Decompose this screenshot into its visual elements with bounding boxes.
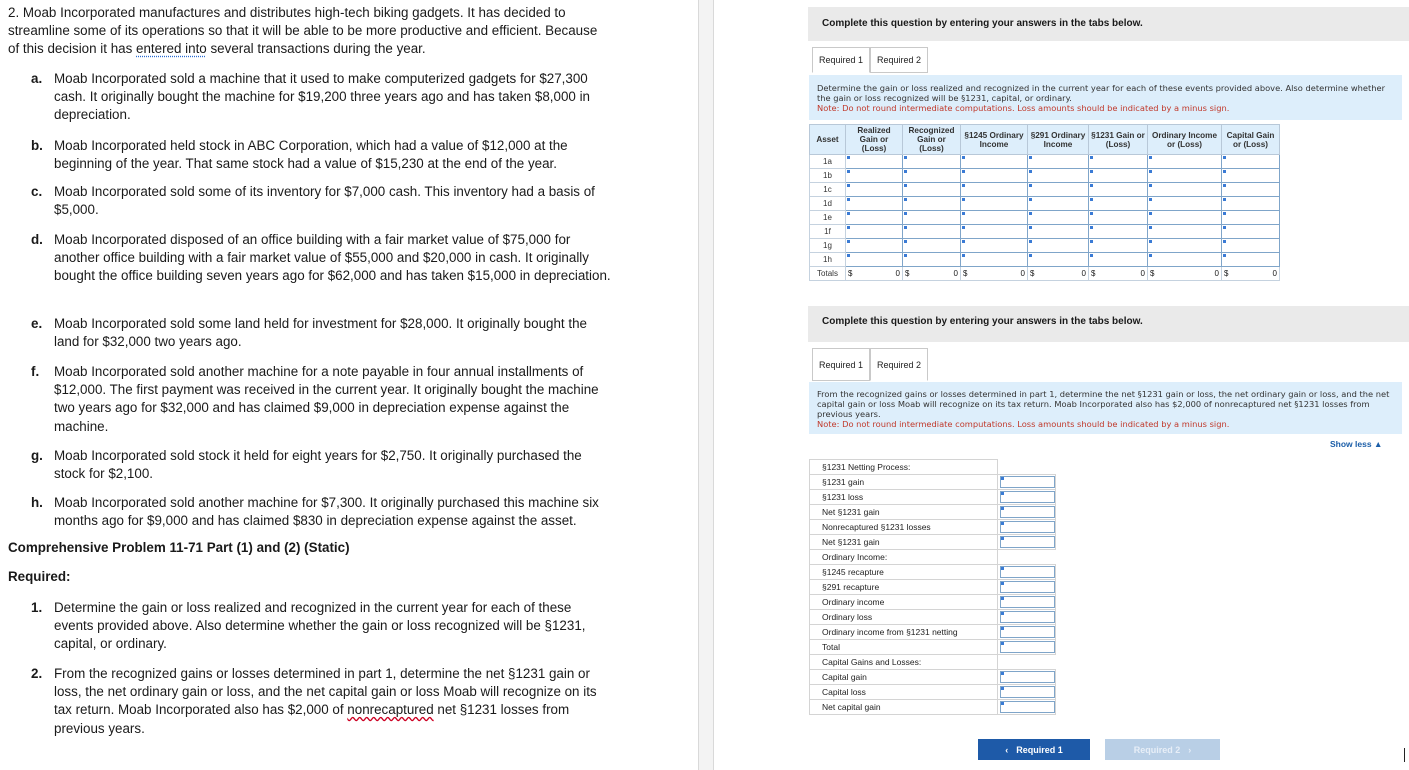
- item-letter: 1.: [31, 600, 43, 615]
- item-letter: d.: [31, 232, 43, 247]
- row-label: 1f: [810, 225, 846, 239]
- part2-instructions: [809, 382, 1402, 434]
- text-cursor: [1404, 748, 1405, 762]
- row-label: 1b: [810, 169, 846, 183]
- answer-cell[interactable]: [846, 239, 903, 253]
- totals-row: [810, 267, 1280, 281]
- answer-cell[interactable]: [998, 625, 1056, 640]
- currency-symbol: $: [848, 269, 853, 278]
- part1-table-body: [810, 155, 1280, 281]
- item-text: Moab Incorporated sold some of its inventory for $7,000 cash. This inventory had a basis of $5,000.: [54, 184, 595, 218]
- part1-row: [810, 169, 1280, 183]
- requirement-1: [31, 599, 611, 654]
- answer-cell[interactable]: [998, 610, 1056, 625]
- problem-item-e: [31, 315, 611, 351]
- answer-input[interactable]: [1000, 506, 1055, 518]
- answer-cell[interactable]: [1222, 197, 1280, 211]
- col-recognized: Recognized Gain or (Loss): [903, 125, 961, 155]
- answer-cell[interactable]: [1089, 225, 1148, 239]
- total-amount: 0: [1214, 269, 1219, 278]
- answer-cell[interactable]: [998, 505, 1056, 520]
- item-text: Moab Incorporated held stock in ABC Corporation, which had a value of $12,000 at the beginning of the year. That same stock had a value of $15,230 at the end of the year.: [54, 138, 568, 172]
- currency-symbol: $: [905, 269, 910, 278]
- answer-cell[interactable]: [961, 239, 1028, 253]
- totals-label: Totals: [810, 267, 846, 281]
- answer-input[interactable]: [1000, 536, 1055, 548]
- answer-cell[interactable]: [903, 197, 961, 211]
- currency-symbol: $: [963, 269, 968, 278]
- row-label: Ordinary loss: [810, 610, 998, 625]
- answer-cell[interactable]: [998, 535, 1056, 550]
- req2-text-end: net §1231 losses from previous years.: [54, 702, 570, 736]
- total-cell: [903, 267, 961, 281]
- next-button-label: Required 2: [1133, 744, 1181, 755]
- answer-cell[interactable]: [1089, 155, 1148, 169]
- answer-cell[interactable]: [1089, 253, 1148, 267]
- answer-cell[interactable]: [1028, 183, 1089, 197]
- part2-tabs: [812, 348, 928, 381]
- part1-row: [810, 155, 1280, 169]
- row-label: 1c: [810, 183, 846, 197]
- empty-cell: [998, 655, 1056, 670]
- row-label: §1231 gain: [810, 475, 998, 490]
- answer-cell[interactable]: [1148, 197, 1222, 211]
- answer-cell[interactable]: [1148, 239, 1222, 253]
- part2-table: [809, 459, 1056, 715]
- answer-cell[interactable]: [846, 183, 903, 197]
- item-letter: e.: [31, 316, 43, 331]
- row-label: Net §1231 gain: [810, 535, 998, 550]
- answer-pane: [714, 0, 1409, 770]
- total-amount: 0: [1140, 269, 1145, 278]
- item-text: Moab Incorporated sold some land held for investment for $28,000. It originally bought the land for $32,000 two years ago.: [54, 316, 587, 350]
- answer-cell[interactable]: [903, 211, 961, 225]
- answer-cell[interactable]: [903, 253, 961, 267]
- item-text: Moab Incorporated sold another machine for $7,300. It originally purchased this machine six months ago for $9,000 and has claimed $830 in depreciation expense against the asset.: [54, 495, 599, 529]
- pane-splitter[interactable]: [699, 0, 714, 770]
- answer-cell[interactable]: [846, 253, 903, 267]
- part2-row: [810, 535, 1056, 550]
- col-291: §291 Ordinary Income: [1028, 125, 1089, 155]
- total-value: [903, 269, 960, 278]
- answer-cell[interactable]: [846, 155, 903, 169]
- answer-cell[interactable]: [1148, 155, 1222, 169]
- answer-cell[interactable]: [1028, 239, 1089, 253]
- part2-row: [810, 700, 1056, 715]
- row-label: 1h: [810, 253, 846, 267]
- total-value: [1148, 269, 1221, 278]
- answer-input[interactable]: [1000, 701, 1055, 713]
- answer-input[interactable]: [1000, 686, 1055, 698]
- part2-table-body: [810, 460, 1056, 715]
- row-label: 1d: [810, 197, 846, 211]
- answer-input[interactable]: [1000, 671, 1055, 683]
- answer-cell[interactable]: [961, 155, 1028, 169]
- total-cell: [961, 267, 1028, 281]
- total-cell: [1028, 267, 1089, 281]
- item-letter: g.: [31, 448, 43, 463]
- part2-row: [810, 565, 1056, 580]
- problem-item-h: [31, 494, 611, 530]
- col-ordinary: Ordinary Income or (Loss): [1148, 125, 1222, 155]
- problem-heading: Comprehensive Problem 11-71 Part (1) and (2) (Static): [8, 540, 350, 555]
- answer-input[interactable]: [1000, 641, 1055, 653]
- problem-item-a: [31, 70, 611, 125]
- next-required-2-button: [1105, 739, 1220, 760]
- row-label: Capital gain: [810, 670, 998, 685]
- total-value: [1028, 269, 1088, 278]
- requirement-2: [31, 665, 611, 738]
- part2-row: [810, 550, 1056, 565]
- req2-spell-word: nonrecaptured: [347, 702, 434, 718]
- answer-cell[interactable]: [1089, 211, 1148, 225]
- problem-item-g: [31, 447, 611, 483]
- problem-item-c: [31, 183, 611, 219]
- part1-instructions: [809, 75, 1402, 120]
- part2-row: [810, 580, 1056, 595]
- item-text: Moab Incorporated sold stock it held for eight years for $2,750. It originally purchased the stock for $2,100.: [54, 448, 582, 482]
- answer-cell[interactable]: [998, 475, 1056, 490]
- currency-symbol: $: [1091, 269, 1096, 278]
- row-label: Net capital gain: [810, 700, 998, 715]
- total-cell: [1148, 267, 1222, 281]
- answer-cell[interactable]: [961, 183, 1028, 197]
- tab-required-2[interactable]: Required 2: [870, 47, 928, 73]
- part1-row: [810, 183, 1280, 197]
- part1-row: [810, 253, 1280, 267]
- part2-row: [810, 505, 1056, 520]
- caret-up-icon: ▲: [1373, 439, 1383, 449]
- row-label: Ordinary income: [810, 595, 998, 610]
- chevron-right-icon: ›: [1188, 744, 1192, 755]
- tab-required-2[interactable]: Required 2: [870, 348, 928, 381]
- part2-row: [810, 640, 1056, 655]
- answer-cell[interactable]: [846, 211, 903, 225]
- problem-pane: [0, 0, 699, 770]
- total-value: [1222, 269, 1279, 278]
- prev-required-1-button[interactable]: [978, 739, 1090, 760]
- answer-cell[interactable]: [1028, 225, 1089, 239]
- part1-row: [810, 197, 1280, 211]
- currency-symbol: $: [1224, 269, 1229, 278]
- total-value: [846, 269, 902, 278]
- intro-text-end: several transactions during the year.: [206, 41, 426, 56]
- answer-cell[interactable]: [998, 595, 1056, 610]
- answer-cell[interactable]: [1222, 253, 1280, 267]
- answer-cell[interactable]: [1028, 253, 1089, 267]
- answer-input[interactable]: [1000, 611, 1055, 623]
- empty-cell: [998, 550, 1056, 565]
- part1-banner: Complete this question by entering your answers in the tabs below.: [808, 7, 1409, 41]
- total-amount: 0: [895, 269, 900, 278]
- answer-cell[interactable]: [998, 580, 1056, 595]
- answer-cell[interactable]: [1028, 169, 1089, 183]
- answer-cell[interactable]: [903, 169, 961, 183]
- answer-input[interactable]: [1000, 491, 1055, 503]
- answer-cell[interactable]: [1148, 211, 1222, 225]
- answer-cell[interactable]: [998, 565, 1056, 580]
- answer-cell[interactable]: [1222, 155, 1280, 169]
- answer-cell[interactable]: [846, 169, 903, 183]
- total-cell: [1089, 267, 1148, 281]
- part2-row: [810, 610, 1056, 625]
- req2-text: From the recognized gains or losses determined in part 1, determine the net §1231 gain or loss, the net ordinary gain or loss, and the net capital gain or loss Moab will recognize on its tax return. Moab Incorporated also has $2,000 of: [54, 666, 597, 718]
- answer-cell[interactable]: [1148, 253, 1222, 267]
- answer-cell[interactable]: [1089, 197, 1148, 211]
- answer-cell[interactable]: [1222, 239, 1280, 253]
- answer-cell[interactable]: [1222, 211, 1280, 225]
- answer-cell[interactable]: [1028, 197, 1089, 211]
- row-label: Net §1231 gain: [810, 505, 998, 520]
- row-label: Capital loss: [810, 685, 998, 700]
- answer-cell[interactable]: [961, 169, 1028, 183]
- answer-input[interactable]: [1000, 626, 1055, 638]
- total-cell: [1222, 267, 1280, 281]
- answer-cell[interactable]: [1222, 169, 1280, 183]
- row-label: §1231 loss: [810, 490, 998, 505]
- part1-instruction-text: Determine the gain or loss realized and recognized in the current year for each of these events provided above. Also determine whether the gain or loss recognized will be §1231, capital, or ordinary.: [817, 83, 1386, 103]
- problem-intro: [8, 4, 608, 58]
- item-letter: f.: [31, 364, 40, 379]
- col-realized: Realized Gain or (Loss): [846, 125, 903, 155]
- part1-note: Note: Do not round intermediate computations. Loss amounts should be indicated by a minus sign.: [817, 103, 1230, 113]
- answer-cell[interactable]: [903, 239, 961, 253]
- row-label: Nonrecaptured §1231 losses: [810, 520, 998, 535]
- part2-row: [810, 625, 1056, 640]
- currency-symbol: $: [1030, 269, 1035, 278]
- tab-required-1[interactable]: Required 1: [812, 47, 870, 73]
- row-label: Ordinary Income:: [810, 550, 998, 565]
- answer-cell[interactable]: [998, 520, 1056, 535]
- answer-input[interactable]: [1000, 521, 1055, 533]
- part2-row: [810, 475, 1056, 490]
- row-label: Capital Gains and Losses:: [810, 655, 998, 670]
- answer-cell[interactable]: [846, 197, 903, 211]
- problem-item-f: [31, 363, 611, 436]
- item-text: [54, 665, 611, 738]
- row-label: §1231 Netting Process:: [810, 460, 998, 475]
- part2-instruction-text: From the recognized gains or losses determined in part 1, determine the net §1231 gain or loss, the net ordinary gain or loss, and the net capital gain or loss Moab will recognize on its tax return. Moab Incorporated also has $2,000 of nonrecaptured net §1231 losses from previous years.: [817, 389, 1390, 419]
- total-amount: 0: [1020, 269, 1025, 278]
- part2-row: [810, 655, 1056, 670]
- answer-cell[interactable]: [961, 253, 1028, 267]
- row-label: Total: [810, 640, 998, 655]
- answer-cell[interactable]: [1028, 155, 1089, 169]
- answer-cell[interactable]: [998, 490, 1056, 505]
- row-label: 1a: [810, 155, 846, 169]
- answer-cell[interactable]: [1222, 225, 1280, 239]
- part2-row: [810, 670, 1056, 685]
- part2-note: Note: Do not round intermediate computations. Loss amounts should be indicated by a minus sign.: [817, 419, 1230, 429]
- answer-input[interactable]: [1000, 581, 1055, 593]
- total-value: [1089, 269, 1147, 278]
- answer-cell[interactable]: [903, 183, 961, 197]
- part2-row: [810, 595, 1056, 610]
- answer-cell[interactable]: [846, 225, 903, 239]
- answer-cell[interactable]: [998, 700, 1056, 715]
- total-amount: 0: [1272, 269, 1277, 278]
- row-label: §1245 recapture: [810, 565, 998, 580]
- answer-cell[interactable]: [903, 225, 961, 239]
- item-letter: b.: [31, 138, 43, 153]
- answer-input[interactable]: [1000, 566, 1055, 578]
- answer-input[interactable]: [1000, 476, 1055, 488]
- item-text: Moab Incorporated sold another machine for a note payable in four annual installments of $12,000. The first payment was received in the current year. It originally bought the machine two years ago for $32,000 and has claimed $9,000 in depreciation expense against the machine.: [54, 364, 599, 434]
- item-letter: a.: [31, 71, 43, 86]
- row-label: Ordinary income from §1231 netting: [810, 625, 998, 640]
- answer-cell[interactable]: [961, 225, 1028, 239]
- part2-row: [810, 460, 1056, 475]
- part1-row: [810, 239, 1280, 253]
- item-text: Determine the gain or loss realized and recognized in the current year for each of these events provided above. Also determine whether the gain or loss recognized will be §1231, capital, or ordinary.: [54, 600, 586, 652]
- part1-tabs: [812, 47, 928, 73]
- answer-cell[interactable]: [1028, 211, 1089, 225]
- tab-required-1[interactable]: Required 1: [812, 348, 870, 381]
- col-1231: §1231 Gain or (Loss): [1089, 125, 1148, 155]
- item-text: Moab Incorporated sold a machine that it used to make computerized gadgets for $27,300 cash. It originally bought the machine for $19,200 three years ago and has taken $8,000 in depreciation.: [54, 71, 590, 123]
- row-label: §291 recapture: [810, 580, 998, 595]
- answer-cell[interactable]: [903, 155, 961, 169]
- item-letter: 2.: [31, 666, 43, 681]
- part1-table: [809, 124, 1280, 281]
- answer-cell[interactable]: [1148, 225, 1222, 239]
- required-label: Required:: [8, 569, 71, 584]
- prev-button-label: Required 1: [1016, 744, 1063, 755]
- show-less-label: Show less: [1330, 439, 1372, 449]
- answer-cell[interactable]: [1089, 183, 1148, 197]
- answer-cell[interactable]: [1148, 169, 1222, 183]
- total-amount: 0: [1081, 269, 1086, 278]
- row-label: 1g: [810, 239, 846, 253]
- part2-row: [810, 490, 1056, 505]
- col-capital: Capital Gain or (Loss): [1222, 125, 1280, 155]
- row-label: 1e: [810, 211, 846, 225]
- intro-text: 2. Moab Incorporated manufactures and distributes high-tech biking gadgets. It has decided to streamline some of its operations so that it will be able to be more productive and efficient. Because of this decision it has: [8, 5, 598, 56]
- show-less-link[interactable]: [1330, 439, 1382, 449]
- part2-banner: Complete this question by entering your answers in the tabs below.: [808, 306, 1409, 342]
- part2-row: [810, 685, 1056, 700]
- chevron-left-icon: ‹: [1005, 744, 1009, 755]
- answer-cell[interactable]: [1148, 183, 1222, 197]
- answer-cell[interactable]: [1089, 169, 1148, 183]
- part1-row: [810, 211, 1280, 225]
- empty-cell: [998, 460, 1056, 475]
- answer-cell[interactable]: [1222, 183, 1280, 197]
- item-letter: h.: [31, 495, 43, 510]
- answer-cell[interactable]: [961, 211, 1028, 225]
- answer-cell[interactable]: [1089, 239, 1148, 253]
- total-value: [961, 269, 1027, 278]
- item-text: Moab Incorporated disposed of an office building with a fair market value of $75,000 for another office building with a fair market value of $55,000 and $20,000 in cash. It originally bought the office building seven years ago for $62,000 and has taken $15,000 in depreciation.: [54, 232, 611, 284]
- problem-item-d: [31, 231, 611, 286]
- currency-symbol: $: [1150, 269, 1155, 278]
- col-1245: §1245 Ordinary Income: [961, 125, 1028, 155]
- answer-input[interactable]: [1000, 596, 1055, 608]
- problem-item-b: [31, 137, 611, 173]
- intro-link[interactable]: entered into: [136, 41, 207, 56]
- answer-cell[interactable]: [998, 670, 1056, 685]
- answer-cell[interactable]: [998, 685, 1056, 700]
- total-amount: 0: [953, 269, 958, 278]
- part1-header-row: [810, 125, 1280, 155]
- total-cell: [846, 267, 903, 281]
- item-letter: c.: [31, 184, 43, 199]
- col-asset: Asset: [810, 125, 846, 155]
- part1-row: [810, 225, 1280, 239]
- answer-cell[interactable]: [961, 197, 1028, 211]
- answer-cell[interactable]: [998, 640, 1056, 655]
- part2-row: [810, 520, 1056, 535]
